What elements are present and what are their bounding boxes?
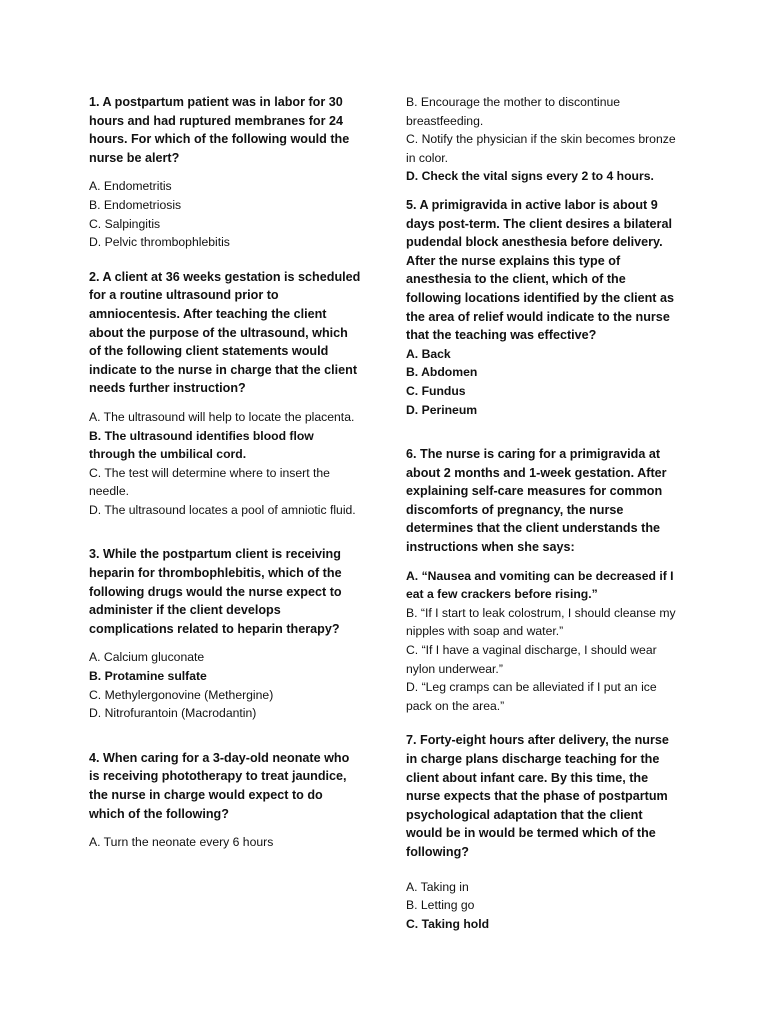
question-6-option-d: D. “Leg cramps can be alleviated if I put an ice pack on the area.” [406, 680, 657, 713]
question-4-options-continued [406, 93, 678, 186]
question-4-option-c: C. Notify the physician if the skin becomes bronze in color. [406, 132, 676, 165]
question-2-options [89, 408, 361, 520]
question-7-options [406, 878, 678, 934]
right-column [406, 93, 678, 933]
question-6-option-b: B. “If I start to leak colostrum, I should cleanse my nipples with soap and water.” [406, 605, 676, 639]
question-5-stem: 5. A primigravida in active labor is about 9 days post-term. The client desires a bilateral pudendal block anesthesia before delivery. After the nurse explains this type of anesthesia to the client, which of the following locations identified by the client as the area of relief would indicate to the nurse that the teaching was effective? [406, 197, 674, 343]
question-5-option-c: C. Fundus [406, 383, 466, 398]
question-7-option-a: A. Taking in [406, 879, 469, 894]
question-7-stem: 7. Forty-eight hours after delivery, the nurse in charge plans discharge teaching for the client about infant care. By this time, the nurse expects that the phase of postpartum psychological adaptation that the client would be in would be termed which of the following? [406, 733, 669, 859]
question-1-option-a: A. Endometritis [89, 179, 172, 194]
question-1-option-b: B. Endometriosis [89, 197, 182, 212]
question-4-options [89, 833, 361, 852]
question-2-option-c: C. The test will determine where to insert the needle. [89, 465, 330, 499]
question-1-options [89, 177, 361, 251]
question-4-option-b: B. Encourage the mother to discontinue breastfeeding. [406, 95, 621, 128]
question-5-option-b: B. Abdomen [406, 365, 478, 380]
question-7-option-b: B. Letting go [406, 898, 475, 913]
question-3-option-c: C. Methylergonovine (Methergine) [89, 687, 274, 702]
question-1-option-c: C. Salpingitis [89, 216, 161, 231]
question-5-option-a: A. Back [406, 346, 451, 361]
question-4-option-a: A. Turn the neonate every 6 hours [89, 835, 274, 850]
question-2-option-b: B. The ultrasound identifies blood flow through the umbilical cord. [89, 428, 314, 462]
question-6-option-a: A. “Nausea and vomiting can be decreased if I eat a few crackers before rising.” [406, 568, 674, 602]
question-2-stem: 2. A client at 36 weeks gestation is scheduled for a routine ultrasound prior to amniocentesis. After teaching the client about the purpose of the ultrasound, which of the following client statements would indicate to the nurse in charge that the client needs further instruction? [89, 269, 361, 396]
question-3-option-a: A. Calcium gluconate [89, 650, 205, 665]
question-6-stem: 6. The nurse is caring for a primigravida at about 2 months and 1-week gestation. After explaining self-care measures for common discomforts of pregnancy, the nurse determines that the client understands the instructions when she says: [406, 447, 667, 555]
question-4-stem: 4. When caring for a 3-day-old neonate who is receiving phototherapy to treat jaundice, the nurse in charge would expect to do which of the following? [89, 750, 350, 821]
left-column [89, 93, 361, 852]
question-7-option-c: C. Taking hold [406, 916, 490, 931]
question-1-stem: 1. A postpartum patient was in labor for 30 hours and had ruptured membranes for 24 hours. For which of the following would the nurse be alert? [89, 95, 350, 165]
question-5-options [406, 345, 678, 419]
question-3-option-b: B. Protamine sulfate [89, 669, 207, 684]
question-6-options [406, 567, 678, 716]
question-3-stem: 3. While the postpartum client is receiving heparin for thrombophlebitis, which of the following drugs would the nurse expect to administer if the client develops complications related to heparin therapy? [89, 547, 342, 636]
question-4-option-d: D. Check the vital signs every 2 to 4 hours. [406, 169, 654, 184]
question-5-option-d: D. Perineum [406, 402, 478, 417]
question-6-option-c: C. “If I have a vaginal discharge, I should wear nylon underwear.” [406, 643, 657, 676]
question-3-options [89, 648, 361, 722]
question-2-option-d: D. The ultrasound locates a pool of amniotic fluid. [89, 502, 356, 517]
question-3-option-d: D. Nitrofurantoin (Macrodantin) [89, 706, 257, 721]
question-1-option-d: D. Pelvic thrombophlebitis [89, 235, 230, 250]
question-2-option-a: A. The ultrasound will help to locate the placenta. [89, 409, 355, 424]
